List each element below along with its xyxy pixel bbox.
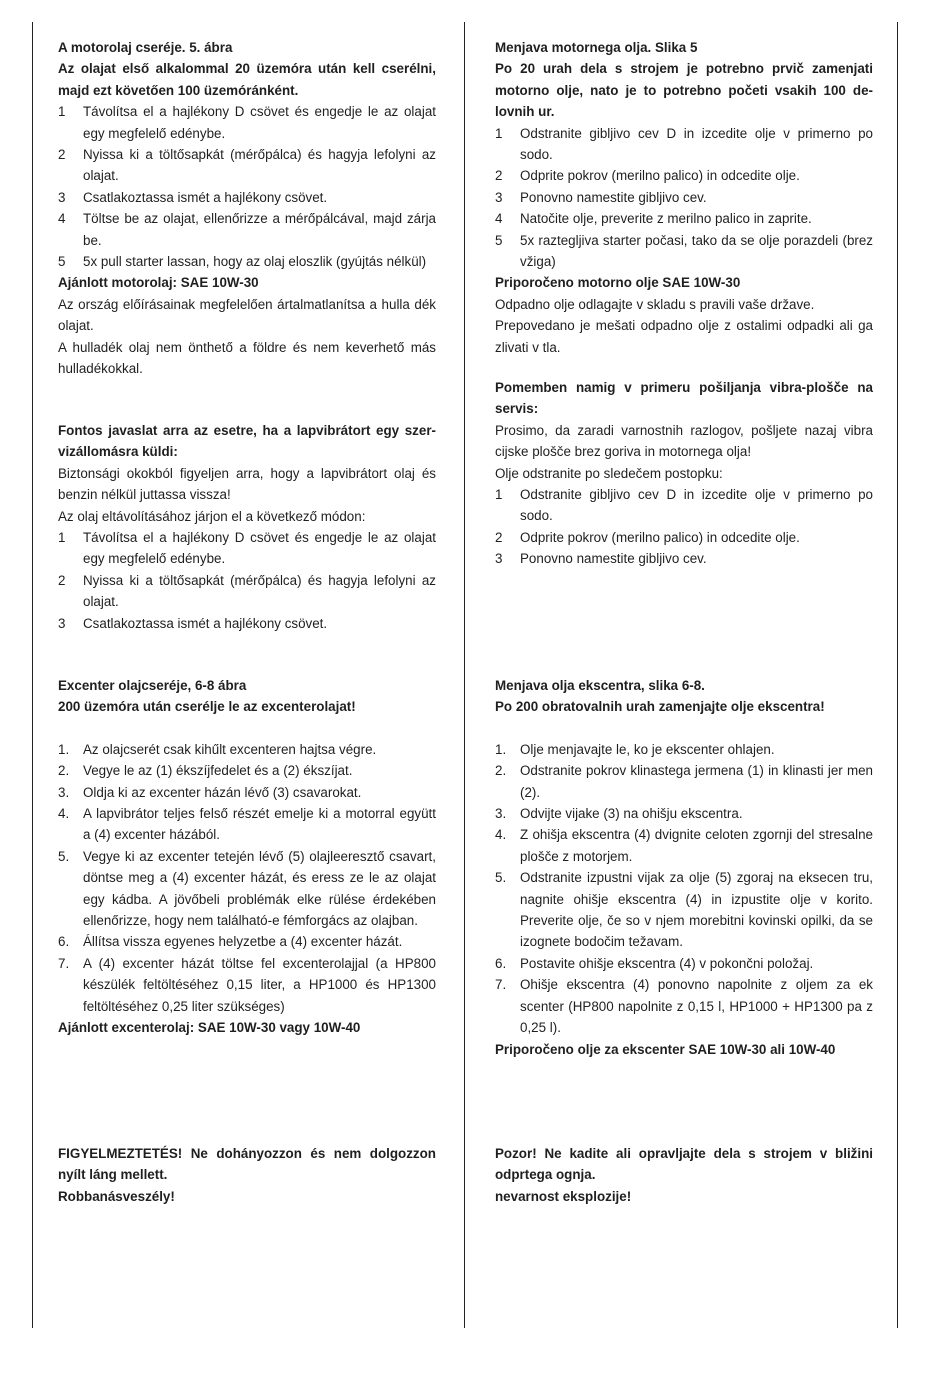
section-service-shipping-sl xyxy=(495,377,873,570)
list-item xyxy=(495,123,873,166)
warning-text: Robbanásveszély! xyxy=(58,1188,175,1204)
section-excenter-oil-hu xyxy=(58,675,436,1039)
item-number: 4 xyxy=(58,211,66,227)
item-number: 1 xyxy=(58,104,66,120)
item-number: 3 xyxy=(58,615,66,631)
section-subtitle: Po 200 obratovalnih urah zamenjajte olje ekscentra! xyxy=(495,699,825,715)
item-number: 3 xyxy=(495,189,503,205)
section-title: Pomemben namig v primeru pošiljanja vibra-plošče na servis: xyxy=(495,380,873,417)
item-number: 1 xyxy=(58,530,66,546)
list-item xyxy=(495,824,873,867)
item-number: 5. xyxy=(58,848,70,864)
item-text: Távolítsa el a hajlékony D csövet és engedje le az olajat egy megfelelő edénybe. xyxy=(83,530,436,567)
list-item xyxy=(495,548,873,569)
list-item xyxy=(58,760,436,781)
item-text: Odstranite izpustni vijak za olje (5) zgoraj na eksecen tru, nagnite ohišje ekscentra (4) in izpustite olje v korito. Preverite olje, če so v njem morebitni kovinski opilki, da se izognete bodočim težavam. xyxy=(520,870,873,950)
list-item xyxy=(58,527,436,570)
item-text: Nyissa ki a töltősapkát (mérőpálca) és hagyja lefolyni az olajat. xyxy=(83,572,436,610)
list-item xyxy=(58,803,436,846)
paragraph: Az olaj eltávolításához járjon el a következő módon: xyxy=(58,508,366,524)
item-text: Az olajcserét csak kihűlt excenteren hajtsa végre. xyxy=(83,741,377,757)
section-title: Menjava motornega olja. Slika 5 xyxy=(495,40,698,55)
steps-list xyxy=(58,101,436,272)
item-text: Ponovno namestite gibljivo cev. xyxy=(520,551,707,567)
steps-list xyxy=(495,123,873,273)
warning-text: nevarnost eksplozije! xyxy=(495,1188,632,1204)
item-number: 2 xyxy=(495,529,503,545)
steps-list xyxy=(58,739,436,1017)
item-text: Nyissa ki a töltősapkát (mérőpálca) és hagyja lefolyni az olajat. xyxy=(83,147,436,184)
list-item xyxy=(58,570,436,613)
item-number: 4. xyxy=(58,806,70,822)
item-number: 5. xyxy=(495,870,507,886)
section-title: Fontos javaslat arra az esetre, ha a lapvibrátort egy szer- vizállomásra küldi: xyxy=(58,423,436,460)
section-subtitle: 200 üzemóra után cserélje le az excenterolajat! xyxy=(58,699,356,715)
section-motor-oil-change-hu xyxy=(58,37,436,380)
list-item xyxy=(58,144,436,187)
recommended-oil: Priporočeno olje za ekscenter SAE 10W-30 ali 10W-40 xyxy=(495,1041,836,1057)
item-text: Ponovno namestite gibljivo cev. xyxy=(520,189,707,205)
list-item xyxy=(58,931,436,952)
list-item xyxy=(495,953,873,974)
recommended-oil: Ajánlott excenterolaj: SAE 10W-30 vagy 10W-40 xyxy=(58,1020,361,1036)
paragraph: Biztonsági okokból figyeljen arra, hogy a lapvibrátort olaj és benzin nélkül juttassa vissza! xyxy=(58,465,436,503)
list-item xyxy=(58,251,436,272)
list-item xyxy=(495,974,873,1038)
item-number: 2. xyxy=(495,763,507,779)
section-warning-sl xyxy=(495,1143,873,1207)
left-margin-rule xyxy=(32,22,33,1328)
item-number: 7. xyxy=(495,977,507,993)
list-item xyxy=(58,739,436,760)
item-text: Z ohišja ekscentra (4) dvignite celoten zgornji del stresalne plošče z motorjem. xyxy=(520,827,873,864)
disposal-paragraph: Odpadno olje odlagajte v skladu s pravili vaše države. xyxy=(495,296,815,312)
list-item xyxy=(495,165,873,186)
item-text: Odprite pokrov (merilno palico) in odcedite olje. xyxy=(520,168,800,184)
item-text: A lapvibrátor teljes felső részét emelje ki a motorral együtt a (4) excenter házából. xyxy=(83,806,436,843)
recommended-oil: Ajánlott motorolaj: SAE 10W-30 xyxy=(58,275,259,291)
warning-text: FIGYELMEZTETÉS! Ne dohányozzon és nem dolgozzon nyílt láng mellett. xyxy=(58,1146,436,1183)
item-number: 6. xyxy=(495,955,507,971)
item-number: 7. xyxy=(58,955,70,971)
recommended-oil: Priporočeno motorno olje SAE 10W-30 xyxy=(495,275,741,291)
item-text: Odstranite pokrov klinastega jermena (1) in klinasti jer men (2). xyxy=(520,763,873,800)
list-item xyxy=(58,613,436,634)
disposal-paragraph: Prepovedano je mešati odpadno olje z ostalimi odpadki ali ga zlivati v tla. xyxy=(495,318,873,355)
section-motor-oil-change-sl xyxy=(495,37,873,358)
section-title: Excenter olajcseréje, 6-8 ábra xyxy=(58,678,247,693)
item-number: 2 xyxy=(495,168,503,184)
item-number: 3. xyxy=(495,806,507,822)
section-subtitle: Az olajat első alkalommal 20 üzemóra után kell cserélni, majd ezt követően 100 üzemóránként. xyxy=(58,61,436,98)
item-number: 1 xyxy=(495,487,503,503)
item-text: 5x pull starter lassan, hogy az olaj eloszlik (gyújtás nélkül) xyxy=(83,254,427,270)
item-text: Natočite olje, preverite z merilno palico in zaprite. xyxy=(520,211,812,227)
item-text: Odprite pokrov (merilno palico) in odcedite olje. xyxy=(520,529,800,545)
item-text: Odvijte vijake (3) na ohišju ekscentra. xyxy=(520,806,743,822)
disposal-paragraph: Az ország előírásainak megfelelően ártalmatlanítsa a hulla dék olajat. xyxy=(58,296,436,334)
list-item xyxy=(495,187,873,208)
item-text: Vegye le az (1) ékszíjfedelet és a (2) ékszíjat. xyxy=(83,763,353,779)
item-text: Csatlakoztassa ismét a hajlékony csövet. xyxy=(83,189,328,205)
item-number: 3. xyxy=(58,784,70,800)
list-item xyxy=(58,101,436,144)
section-service-shipping-hu xyxy=(58,420,436,634)
list-item xyxy=(495,484,873,527)
item-number: 4 xyxy=(495,211,503,227)
paragraph: Prosimo, da zaradi varnostnih razlogov, pošljete nazaj vibra cijske plošče brez goriva in motornega olja! xyxy=(495,422,873,460)
item-text: Postavite ohišje ekscentra (4) v pokončni položaj. xyxy=(520,955,814,971)
item-text: A (4) excenter házát töltse fel excenterolajjal (a HP800 készülék feltöltéséhez 0,15 liter, a HP1000 és HP1300 feltöltéséhez 0,25 liter szükséges) xyxy=(83,955,436,1014)
section-warning-hu xyxy=(58,1143,436,1207)
item-number: 1 xyxy=(495,125,503,141)
list-item xyxy=(495,760,873,803)
list-item xyxy=(495,208,873,229)
disposal-paragraph: A hulladék olaj nem önthető a földre és nem keverhető más hulladékokkal. xyxy=(58,339,436,377)
item-number: 2. xyxy=(58,763,70,779)
warning-text: Pozor! Ne kadite ali opravljajte dela s strojem v bližini odprtega ognja. xyxy=(495,1146,873,1183)
steps-list xyxy=(58,527,436,634)
item-text: Ohišje ekscentra (4) ponovno napolnite z oljem za ek scenter (HP800 napolnite z 0,15 l, HP1000 + HP1300 pa z 0,25 l). xyxy=(520,977,873,1036)
center-divider-rule xyxy=(464,22,465,1328)
section-subtitle: Po 20 urah dela s strojem je potrebno prvič zamenjati motorno olje, nato je to potrebno početi vsakih 100 de- lovnih ur. xyxy=(495,61,873,120)
list-item xyxy=(58,187,436,208)
item-number: 2 xyxy=(58,147,66,163)
list-item xyxy=(58,208,436,251)
item-number: 5 xyxy=(495,232,503,248)
list-item xyxy=(495,527,873,548)
item-text: Csatlakoztassa ismét a hajlékony csövet. xyxy=(83,615,328,631)
section-excenter-oil-sl xyxy=(495,675,873,1060)
item-number: 5 xyxy=(58,254,66,270)
steps-list xyxy=(495,484,873,570)
list-item xyxy=(495,230,873,273)
item-text: Állítsa vissza egyenes helyzetbe a (4) excenter házát. xyxy=(83,934,403,950)
paragraph: Olje odstranite po sledečem postopku: xyxy=(495,465,723,481)
list-item xyxy=(495,867,873,953)
item-number: 3 xyxy=(495,551,503,567)
list-item xyxy=(58,953,436,1017)
item-text: Oldja ki az excenter házán lévő (3) csavarokat. xyxy=(83,784,362,800)
item-number: 1. xyxy=(495,741,507,757)
list-item xyxy=(58,846,436,932)
item-text: 5x raztegljiva starter počasi, tako da se olje porazdeli (brez vžiga) xyxy=(520,232,873,270)
item-number: 3 xyxy=(58,189,66,205)
steps-list xyxy=(495,739,873,1039)
item-number: 2 xyxy=(58,572,66,588)
item-text: Vegye ki az excenter tetején lévő (5) olajleeresztő csavart, döntse meg a (4) excenter házát, és eress ze le az olajat egy kádba. A jövőbeli problémák elke rülése érdekében ellenőrizze, hogy nem található-e fémforgács az olajban. xyxy=(83,848,436,929)
item-text: Odstranite gibljivo cev D in izcedite olje v primerno po sodo. xyxy=(520,125,873,163)
item-text: Távolítsa el a hajlékony D csövet és engedje le az olajat egy megfelelő edénybe. xyxy=(83,104,436,141)
item-number: 4. xyxy=(495,827,507,843)
item-text: Olje menjavajte le, ko je ekscenter ohlajen. xyxy=(520,741,775,757)
item-number: 1. xyxy=(58,741,70,757)
list-item xyxy=(495,803,873,824)
list-item xyxy=(58,782,436,803)
item-number: 6. xyxy=(58,934,70,950)
item-text: Töltse be az olajat, ellenőrizze a mérőpálcával, majd zárja be. xyxy=(83,211,436,248)
section-title: A motorolaj cseréje. 5. ábra xyxy=(58,40,233,55)
list-item xyxy=(495,739,873,760)
item-text: Odstranite gibljivo cev D in izcedite olje v primerno po sodo. xyxy=(520,487,873,524)
right-margin-rule xyxy=(897,22,898,1328)
section-title: Menjava olja ekscentra, slika 6-8. xyxy=(495,678,705,693)
